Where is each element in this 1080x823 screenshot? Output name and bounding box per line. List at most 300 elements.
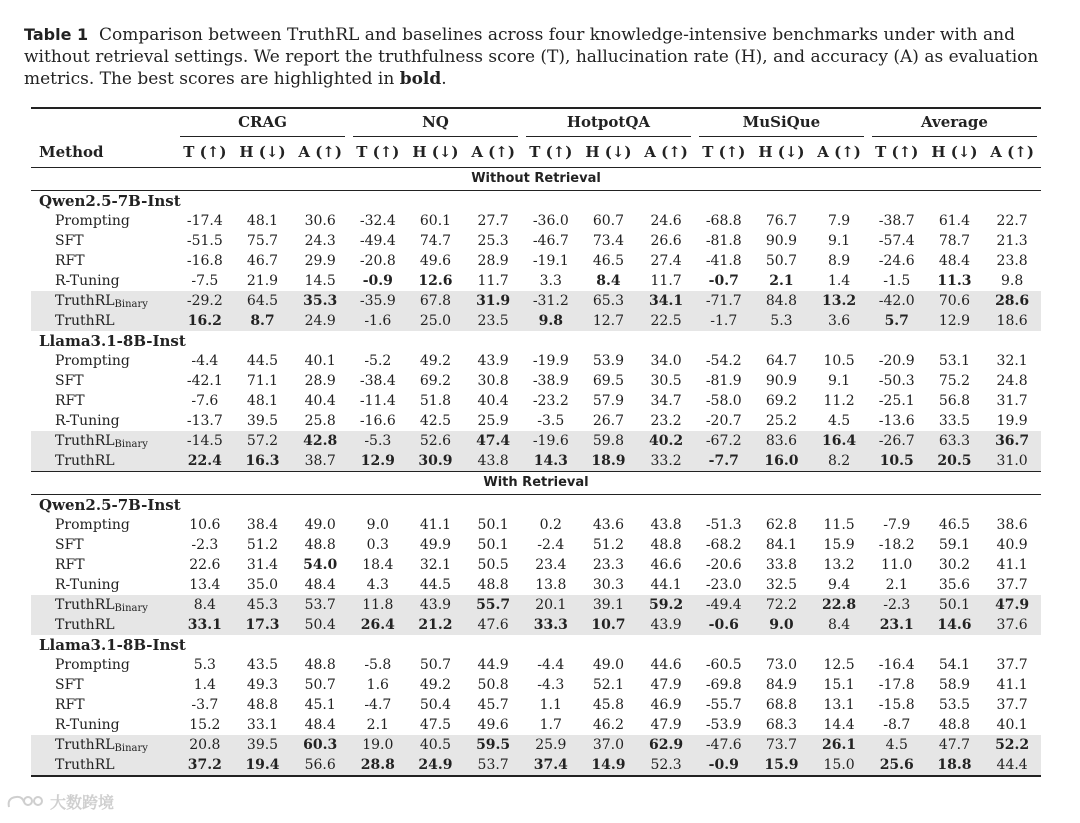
table-row: [31, 211, 1041, 231]
value-cell: 64.7: [765, 353, 797, 369]
method-cell: [31, 251, 176, 271]
value-cell: -4.4: [191, 353, 219, 369]
value-cell: 30.6: [304, 213, 336, 229]
value-cell: 49.3: [246, 677, 279, 693]
value-cell: 11.3: [937, 273, 972, 289]
metric-header: A (↑): [464, 137, 522, 168]
model-group-row: [31, 495, 1041, 516]
value-cell: 48.8: [246, 697, 279, 713]
value-cell: 50.1: [926, 595, 984, 615]
method-cell: [31, 431, 176, 451]
table-row: [31, 311, 1041, 331]
value-cell: 83.6: [753, 431, 811, 451]
value-cell: -25.1: [878, 393, 915, 409]
method-cell: [31, 735, 176, 755]
benchmark-name: CRAG: [180, 109, 345, 137]
method-name: TruthRL: [55, 737, 115, 753]
value-cell: 20.8: [176, 735, 234, 755]
value-cell: 51.8: [419, 393, 452, 409]
value-cell: 74.7: [419, 233, 452, 249]
value-cell: 25.0: [407, 311, 465, 331]
value-cell: 29.9: [304, 253, 336, 269]
value-cell: 53.9: [592, 353, 625, 369]
table-row: [31, 351, 1041, 371]
value-cell: -8.7: [883, 717, 911, 733]
value-cell: 2.1: [366, 717, 389, 733]
method-name: Prompting: [55, 657, 130, 673]
method-cell: [31, 675, 176, 695]
method-subscript: Binary: [114, 299, 148, 310]
value-cell: 56.8: [938, 393, 970, 409]
value-cell: 69.2: [765, 393, 797, 409]
method-name: TruthRL: [55, 617, 115, 633]
value-cell: -20.7: [705, 413, 742, 429]
value-cell: 18.9: [580, 451, 638, 472]
table-row: [31, 371, 1041, 391]
value-cell: -5.3: [349, 431, 407, 451]
value-cell: 36.7: [983, 431, 1041, 451]
value-cell: 52.3: [637, 755, 695, 776]
value-cell: 11.7: [477, 273, 509, 289]
value-cell: 60.7: [592, 213, 625, 229]
value-cell: 14.4: [823, 717, 855, 733]
value-cell: -38.4: [359, 373, 396, 389]
value-cell: 40.1: [304, 353, 336, 369]
value-cell: 12.9: [926, 311, 984, 331]
value-cell: -23.2: [532, 393, 569, 409]
value-cell: 47.5: [419, 717, 452, 733]
value-cell: 16.2: [176, 311, 234, 331]
value-cell: 11.0: [881, 557, 913, 573]
value-cell: -24.6: [878, 253, 915, 269]
value-cell: 47.6: [464, 615, 522, 635]
value-cell: 44.6: [650, 657, 682, 673]
value-cell: 45.3: [234, 595, 292, 615]
table-row: [31, 555, 1041, 575]
value-cell: 53.5: [938, 697, 970, 713]
value-cell: 37.7: [996, 657, 1028, 673]
value-cell: 11.5: [823, 517, 855, 533]
value-cell: 25.8: [304, 413, 336, 429]
value-cell: -2.4: [537, 537, 565, 553]
value-cell: 28.8: [349, 755, 407, 776]
value-cell: 30.8: [477, 373, 509, 389]
value-cell: -4.7: [364, 697, 392, 713]
value-cell: 48.8: [477, 577, 509, 593]
method-name: TruthRL: [55, 293, 115, 309]
benchmark-header: [176, 108, 349, 137]
value-cell: 37.7: [996, 697, 1028, 713]
value-cell: 34.7: [650, 393, 682, 409]
table-row: [31, 291, 1041, 311]
value-cell: 41.1: [996, 677, 1028, 693]
value-cell: 52.6: [407, 431, 465, 451]
value-cell: 37.0: [580, 735, 638, 755]
method-name: SFT: [55, 677, 84, 693]
model-name: Llama3.1-8B-Inst: [39, 332, 186, 350]
method-name: R-Tuning: [55, 577, 120, 593]
method-cell: [31, 291, 176, 311]
value-cell: 37.4: [522, 755, 580, 776]
value-cell: 60.3: [291, 735, 349, 755]
value-cell: -13.6: [878, 413, 915, 429]
value-cell: 73.0: [765, 657, 797, 673]
table-row: [31, 615, 1041, 635]
metric-header: H (↓): [407, 137, 465, 168]
value-cell: -4.4: [537, 657, 565, 673]
value-cell: 11.2: [823, 393, 855, 409]
value-cell: -50.3: [878, 373, 915, 389]
section-header-row: [31, 472, 1041, 495]
value-cell: 51.2: [246, 537, 279, 553]
value-cell: 9.8: [1000, 273, 1024, 289]
method-cell: [31, 515, 176, 535]
value-cell: -3.7: [191, 697, 219, 713]
value-cell: 15.1: [823, 677, 855, 693]
benchmark-name: Average: [872, 109, 1037, 137]
value-cell: 8.4: [596, 273, 621, 289]
value-cell: 54.0: [303, 557, 338, 573]
value-cell: 8.4: [176, 595, 234, 615]
section-title: Without Retrieval: [31, 168, 1041, 191]
value-cell: 22.7: [996, 213, 1028, 229]
value-cell: 34.0: [650, 353, 682, 369]
value-cell: 2.1: [769, 273, 794, 289]
value-cell: -31.2: [522, 291, 580, 311]
value-cell: 39.5: [246, 413, 279, 429]
value-cell: 55.7: [464, 595, 522, 615]
method-cell: [31, 211, 176, 231]
method-cell: [31, 615, 176, 635]
value-cell: -41.8: [705, 253, 742, 269]
value-cell: 1.4: [827, 273, 851, 289]
model-group-row: [31, 635, 1041, 655]
value-cell: 21.3: [996, 233, 1028, 249]
value-cell: 0.2: [539, 517, 562, 533]
value-cell: 43.9: [637, 615, 695, 635]
value-cell: 11.8: [349, 595, 407, 615]
metric-header: T (↑): [695, 137, 753, 168]
value-cell: -18.2: [878, 537, 915, 553]
value-cell: 25.3: [477, 233, 509, 249]
value-cell: 10.7: [580, 615, 638, 635]
value-cell: 49.6: [477, 717, 509, 733]
value-cell: 26.6: [650, 233, 682, 249]
value-cell: 7.9: [827, 213, 851, 229]
value-cell: 30.2: [938, 557, 970, 573]
model-group-row: [31, 331, 1041, 351]
value-cell: 35.0: [246, 577, 279, 593]
value-cell: -19.1: [532, 253, 569, 269]
value-cell: 67.8: [407, 291, 465, 311]
value-cell: -0.6: [695, 615, 753, 635]
value-cell: 10.5: [868, 451, 926, 472]
value-cell: 17.3: [234, 615, 292, 635]
method-cell: [31, 535, 176, 555]
value-cell: 14.3: [522, 451, 580, 472]
value-cell: 53.1: [938, 353, 970, 369]
value-cell: 15.2: [189, 717, 221, 733]
table-row: [31, 431, 1041, 451]
value-cell: 40.9: [996, 537, 1028, 553]
value-cell: 38.4: [246, 517, 279, 533]
value-cell: 47.9: [650, 677, 682, 693]
value-cell: 47.9: [983, 595, 1041, 615]
value-cell: 4.3: [366, 577, 389, 593]
table-row: [31, 715, 1041, 735]
value-cell: 33.2: [637, 451, 695, 472]
value-cell: 40.2: [637, 431, 695, 451]
value-cell: 33.3: [522, 615, 580, 635]
value-cell: 43.8: [464, 451, 522, 472]
method-subscript: Binary: [114, 743, 148, 754]
value-cell: 50.4: [419, 697, 452, 713]
value-cell: -81.9: [705, 373, 742, 389]
value-cell: 33.8: [765, 557, 797, 573]
watermark-logo-icon: [6, 793, 46, 811]
value-cell: 48.4: [304, 717, 336, 733]
header-blank: [31, 108, 176, 137]
section-title: With Retrieval: [31, 472, 1041, 495]
value-cell: 54.1: [938, 657, 970, 673]
value-cell: 45.7: [477, 697, 509, 713]
value-cell: 44.4: [983, 755, 1041, 776]
table-label: Table 1: [24, 25, 89, 44]
value-cell: 69.5: [592, 373, 625, 389]
value-cell: -42.1: [186, 373, 223, 389]
value-cell: 16.0: [753, 451, 811, 472]
value-cell: 73.7: [753, 735, 811, 755]
value-cell: 12.7: [580, 311, 638, 331]
value-cell: 46.7: [246, 253, 279, 269]
value-cell: 48.8: [304, 657, 336, 673]
value-cell: 50.7: [765, 253, 797, 269]
value-cell: -17.4: [186, 213, 223, 229]
table-row: [31, 271, 1041, 291]
value-cell: 15.9: [753, 755, 811, 776]
value-cell: -7.6: [191, 393, 219, 409]
metric-header: A (↑): [810, 137, 868, 168]
value-cell: -51.5: [186, 233, 223, 249]
value-cell: 49.6: [419, 253, 452, 269]
value-cell: 21.9: [246, 273, 279, 289]
value-cell: 40.1: [996, 717, 1028, 733]
method-cell: [31, 391, 176, 411]
value-cell: 15.0: [810, 755, 868, 776]
method-cell: [31, 271, 176, 291]
value-cell: 9.1: [827, 233, 851, 249]
value-cell: 31.4: [246, 557, 279, 573]
method-name: SFT: [55, 373, 84, 389]
model-group-row: [31, 191, 1041, 212]
value-cell: 70.6: [926, 291, 984, 311]
value-cell: 23.1: [868, 615, 926, 635]
value-cell: 0.3: [366, 537, 389, 553]
value-cell: 23.5: [464, 311, 522, 331]
value-cell: -54.2: [705, 353, 742, 369]
value-cell: -5.8: [364, 657, 392, 673]
value-cell: 50.4: [291, 615, 349, 635]
method-name: Prompting: [55, 353, 130, 369]
value-cell: 22.8: [810, 595, 868, 615]
value-cell: 45.8: [592, 697, 625, 713]
method-name: TruthRL: [55, 453, 115, 469]
value-cell: 9.0: [753, 615, 811, 635]
table-row: [31, 595, 1041, 615]
value-cell: 4.5: [868, 735, 926, 755]
method-cell: [31, 575, 176, 595]
value-cell: 37.7: [996, 577, 1028, 593]
caption-bold-word: bold: [399, 69, 442, 89]
value-cell: 46.2: [592, 717, 625, 733]
value-cell: 14.9: [580, 755, 638, 776]
value-cell: 90.9: [765, 233, 797, 249]
value-cell: 62.8: [765, 517, 797, 533]
value-cell: -42.0: [868, 291, 926, 311]
value-cell: -49.4: [695, 595, 753, 615]
method-cell: [31, 371, 176, 391]
caption-end: .: [441, 69, 447, 89]
value-cell: 24.8: [996, 373, 1028, 389]
value-cell: -11.4: [359, 393, 396, 409]
value-cell: 76.7: [765, 213, 797, 229]
value-cell: 18.8: [926, 755, 984, 776]
value-cell: 37.6: [983, 615, 1041, 635]
method-cell: [31, 351, 176, 371]
table-row: [31, 391, 1041, 411]
value-cell: 35.6: [938, 577, 970, 593]
value-cell: -67.2: [695, 431, 753, 451]
value-cell: 12.6: [418, 273, 453, 289]
model-name: Qwen2.5-7B-Inst: [39, 496, 181, 514]
value-cell: -36.0: [532, 213, 569, 229]
value-cell: -47.6: [695, 735, 753, 755]
value-cell: 84.1: [765, 537, 797, 553]
value-cell: 44.9: [477, 657, 509, 673]
value-cell: 56.6: [291, 755, 349, 776]
value-cell: 44.1: [650, 577, 682, 593]
value-cell: 5.7: [868, 311, 926, 331]
value-cell: 14.6: [926, 615, 984, 635]
value-cell: 75.2: [938, 373, 970, 389]
results-table: [31, 107, 1041, 777]
value-cell: 73.4: [592, 233, 625, 249]
method-subscript: Binary: [114, 603, 148, 614]
value-cell: -69.8: [705, 677, 742, 693]
value-cell: 27.4: [650, 253, 682, 269]
value-cell: 46.5: [592, 253, 625, 269]
value-cell: -57.4: [878, 233, 915, 249]
value-cell: 9.4: [827, 577, 851, 593]
value-cell: -0.9: [695, 755, 753, 776]
method-name: Prompting: [55, 213, 130, 229]
value-cell: 25.6: [868, 755, 926, 776]
value-cell: 53.7: [464, 755, 522, 776]
table-row: [31, 535, 1041, 555]
value-cell: 68.3: [765, 717, 797, 733]
value-cell: 3.6: [810, 311, 868, 331]
value-cell: 42.8: [291, 431, 349, 451]
value-cell: 46.6: [650, 557, 682, 573]
value-cell: -68.2: [705, 537, 742, 553]
value-cell: -29.2: [176, 291, 234, 311]
value-cell: -55.7: [705, 697, 742, 713]
method-cell: [31, 755, 176, 776]
value-cell: 50.7: [304, 677, 336, 693]
value-cell: 51.2: [592, 537, 625, 553]
value-cell: 31.7: [996, 393, 1028, 409]
method-subscript: Binary: [114, 439, 148, 450]
value-cell: 26.7: [592, 413, 625, 429]
value-cell: 49.0: [304, 517, 336, 533]
value-cell: -23.0: [705, 577, 742, 593]
value-cell: 32.1: [419, 557, 452, 573]
value-cell: 75.7: [246, 233, 279, 249]
table-row: [31, 575, 1041, 595]
value-cell: -16.8: [186, 253, 223, 269]
value-cell: 48.1: [246, 393, 279, 409]
method-name: R-Tuning: [55, 717, 120, 733]
value-cell: 50.7: [419, 657, 452, 673]
value-cell: -49.4: [359, 233, 396, 249]
value-cell: 25.9: [522, 735, 580, 755]
value-cell: 30.9: [407, 451, 465, 472]
value-cell: 40.4: [304, 393, 336, 409]
value-cell: 48.1: [246, 213, 279, 229]
model-name: Llama3.1-8B-Inst: [39, 636, 186, 654]
value-cell: 8.7: [234, 311, 292, 331]
value-cell: 90.9: [765, 373, 797, 389]
value-cell: 44.5: [246, 353, 279, 369]
value-cell: 49.0: [592, 657, 625, 673]
value-cell: 2.1: [885, 577, 908, 593]
value-cell: 13.2: [823, 557, 855, 573]
value-cell: 15.9: [823, 537, 855, 553]
value-cell: 41.1: [419, 517, 452, 533]
table-row: [31, 655, 1041, 675]
method-name: TruthRL: [55, 433, 115, 449]
method-header: Method: [31, 137, 176, 168]
value-cell: -38.7: [878, 213, 915, 229]
value-cell: 47.4: [464, 431, 522, 451]
table-row: [31, 735, 1041, 755]
section-header-row: [31, 168, 1041, 191]
method-name: RFT: [55, 393, 85, 409]
method-cell: [31, 411, 176, 431]
value-cell: 18.6: [983, 311, 1041, 331]
caption-text: Comparison between TruthRL and baselines across four knowledge-intensive benchmarks under with and without retrieval settings. We report the truthfulness score (T), hallucination rate (H), and accuracy (A) as evaluation metrics. The best scores are highlighted in: [24, 25, 1039, 89]
metric-header-row: [31, 137, 1041, 168]
method-cell: [31, 715, 176, 735]
value-cell: 71.1: [246, 373, 279, 389]
value-cell: 19.0: [349, 735, 407, 755]
value-cell: -16.6: [359, 413, 396, 429]
metric-header: T (↑): [176, 137, 234, 168]
value-cell: 14.5: [304, 273, 336, 289]
method-name: R-Tuning: [55, 413, 120, 429]
value-cell: -26.7: [868, 431, 926, 451]
watermark-text: 大数跨境: [50, 793, 115, 812]
value-cell: 1.1: [539, 697, 562, 713]
value-cell: -13.7: [186, 413, 223, 429]
value-cell: 32.1: [996, 353, 1028, 369]
method-cell: [31, 595, 176, 615]
value-cell: -2.3: [868, 595, 926, 615]
value-cell: 43.8: [650, 517, 682, 533]
value-cell: 9.8: [522, 311, 580, 331]
value-cell: -53.9: [705, 717, 742, 733]
value-cell: 60.1: [419, 213, 452, 229]
